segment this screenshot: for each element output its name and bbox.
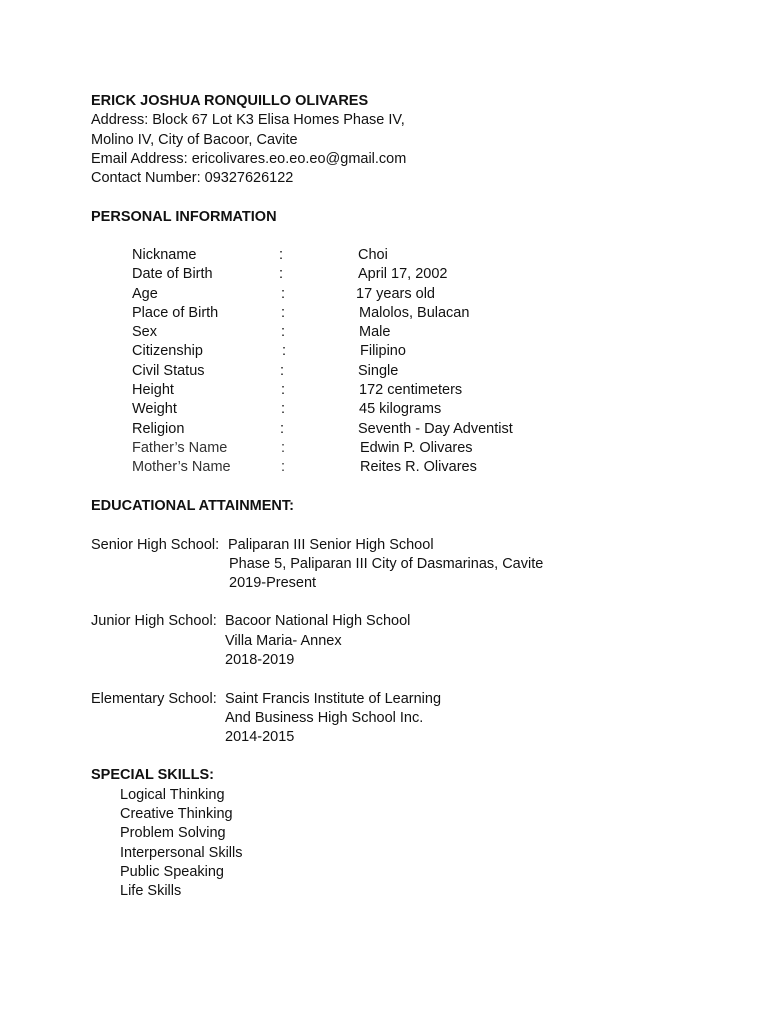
row-label-fathers-name: Father’s Name <box>132 440 228 456</box>
row-label-nickname: Nickname <box>132 247 197 263</box>
senior-high-label: Senior High School: <box>91 537 220 553</box>
row-value-place-of-birth: Malolos, Bulacan <box>359 305 470 321</box>
skill-item: Life Skills <box>120 883 182 899</box>
row-label-religion: Religion <box>132 421 185 437</box>
junior-high-school-years: 2018-2019 <box>225 652 295 668</box>
row-separator: : <box>281 305 286 321</box>
row-separator: : <box>281 459 286 475</box>
row-value-nickname: Choi <box>358 247 388 263</box>
junior-high-school-address: Villa Maria- Annex <box>225 633 342 649</box>
row-separator: : <box>281 401 286 417</box>
row-value-weight: 45 kilograms <box>359 401 442 417</box>
junior-high-school-name: Bacoor National High School <box>225 613 411 629</box>
row-value-sex: Male <box>359 324 391 340</box>
elementary-school-address: And Business High School Inc. <box>225 710 424 726</box>
skill-item: Creative Thinking <box>120 806 233 822</box>
row-label-citizenship: Citizenship <box>132 343 203 359</box>
skill-item: Public Speaking <box>120 864 224 880</box>
skill-item: Interpersonal Skills <box>120 845 243 861</box>
row-value-height: 172 centimeters <box>359 382 463 398</box>
special-skills-heading: SPECIAL SKILLS: <box>91 767 214 783</box>
row-value-religion: Seventh - Day Adventist <box>358 421 513 437</box>
row-separator: : <box>279 266 284 282</box>
skill-item: Logical Thinking <box>120 787 225 803</box>
row-label-age: Age <box>132 286 158 302</box>
row-value-date-of-birth: April 17, 2002 <box>358 266 448 282</box>
row-separator: : <box>282 343 287 359</box>
row-value-civil-status: Single <box>358 363 399 379</box>
row-label-civil-status: Civil Status <box>132 363 205 379</box>
row-separator: : <box>279 247 284 263</box>
row-label-date-of-birth: Date of Birth <box>132 266 213 282</box>
address-line-2: Molino IV, City of Bacoor, Cavite <box>91 132 298 148</box>
email-address: Email Address: ericolivares.eo.eo.eo@gmail.com <box>91 151 407 167</box>
row-label-mothers-name: Mother’s Name <box>132 459 231 475</box>
row-separator: : <box>281 286 286 302</box>
applicant-name: ERICK JOSHUA RONQUILLO OLIVARES <box>91 93 369 109</box>
row-separator: : <box>281 382 286 398</box>
row-value-citizenship: Filipino <box>360 343 406 359</box>
row-label-height: Height <box>132 382 174 398</box>
row-separator: : <box>281 324 286 340</box>
senior-high-school-years: 2019-Present <box>229 575 317 591</box>
row-value-fathers-name: Edwin P. Olivares <box>360 440 473 456</box>
skill-item: Problem Solving <box>120 825 226 841</box>
junior-high-label: Junior High School: <box>91 613 217 629</box>
row-value-age: 17 years old <box>356 286 435 302</box>
educational-attainment-heading: EDUCATIONAL ATTAINMENT: <box>91 498 294 514</box>
row-value-mothers-name: Reites R. Olivares <box>360 459 477 475</box>
address-line-1: Address: Block 67 Lot K3 Elisa Homes Phase IV, <box>91 112 405 128</box>
row-label-place-of-birth: Place of Birth <box>132 305 219 321</box>
elementary-school-years: 2014-2015 <box>225 729 295 745</box>
contact-number: Contact Number: 09327626122 <box>91 170 294 186</box>
row-separator: : <box>281 440 286 456</box>
elementary-label: Elementary School: <box>91 691 217 707</box>
row-separator: : <box>280 421 285 437</box>
personal-information-heading: PERSONAL INFORMATION <box>91 209 277 225</box>
row-label-sex: Sex <box>132 324 157 340</box>
senior-high-school-address: Phase 5, Paliparan III City of Dasmarinas, Cavite <box>229 556 544 572</box>
row-label-weight: Weight <box>132 401 177 417</box>
row-separator: : <box>280 363 285 379</box>
senior-high-school-name: Paliparan III Senior High School <box>228 537 434 553</box>
elementary-school-name: Saint Francis Institute of Learning <box>225 691 442 707</box>
